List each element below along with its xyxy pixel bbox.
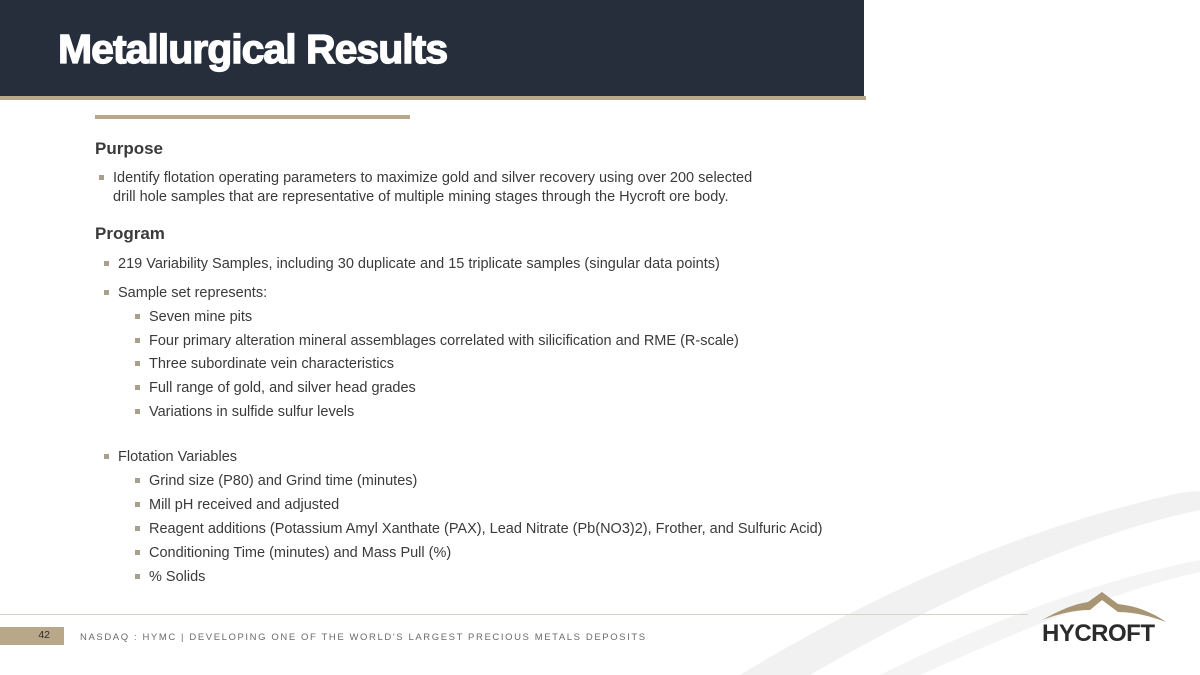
footer-tagline: NASDAQ : HYMC | DEVELOPING ONE OF THE WORLD'S LARGEST PRECIOUS METALS DEPOSITS: [80, 632, 647, 643]
sample-set-subitem: [149, 308, 252, 327]
bullet-square-icon: [135, 550, 140, 555]
program-item-sample-set: [118, 284, 267, 303]
subitem-label: Full range of gold, and silver head grades: [149, 380, 416, 396]
purpose-heading: Purpose: [95, 139, 164, 158]
purpose-line-2: drill hole samples that are representative of multiple mining stages through the Hycroft ore body.: [113, 189, 729, 205]
footer-rule: [0, 614, 1028, 615]
program-item-label: 219 Variability Samples, including 30 duplicate and 15 triplicate samples (singular data points): [118, 256, 720, 272]
bullet-square-icon: [135, 338, 140, 343]
subitem-label: Mill pH received and adjusted: [149, 497, 340, 513]
page-title: Metallurgical Results: [58, 26, 448, 72]
title-banner-rule: [0, 96, 866, 100]
bullet-square-icon: [135, 574, 140, 579]
sample-set-subitem: [149, 355, 394, 374]
bullet-square-icon: [135, 314, 140, 319]
program-item-flotation-variables: [118, 448, 237, 467]
subitem-label: Seven mine pits: [149, 309, 253, 325]
flotation-subitem: [149, 544, 451, 563]
bullet-square-icon: [99, 175, 104, 180]
flotation-subitem: [149, 568, 205, 587]
bullet-square-icon: [135, 361, 140, 366]
accent-bar: [95, 115, 410, 119]
subitem-label: % Solids: [149, 569, 206, 585]
subitem-label: Four primary alteration mineral assemblages correlated with silicification and RME (R-scale): [149, 333, 739, 349]
program-item-variability: [118, 255, 720, 274]
bullet-square-icon: [104, 290, 109, 295]
flotation-subitem: [149, 496, 339, 515]
purpose-line-1: Identify flotation operating parameters to maximize gold and silver recovery using over 200 selected: [113, 170, 753, 186]
sample-set-subitem: [149, 403, 354, 422]
bullet-square-icon: [104, 261, 109, 266]
bullet-square-icon: [135, 478, 140, 483]
bullet-square-icon: [104, 454, 109, 459]
subitem-label: Conditioning Time (minutes) and Mass Pull (%): [149, 545, 452, 561]
hycroft-logo-text: HYCROFT: [1042, 620, 1155, 647]
bullet-square-icon: [135, 526, 140, 531]
purpose-bullet: [113, 169, 752, 207]
subitem-label: Reagent additions (Potassium Amyl Xanthate (PAX), Lead Nitrate (Pb(NO3)2), Frother, and Sulfuric Acid): [149, 521, 823, 537]
page-number: 42: [38, 629, 50, 641]
subitem-label: Variations in sulfide sulfur levels: [149, 404, 355, 420]
bullet-square-icon: [135, 409, 140, 414]
bullet-square-icon: [135, 385, 140, 390]
sample-set-subitem: [149, 332, 739, 351]
program-item-label: Sample set represents:: [118, 285, 268, 301]
program-heading: Program: [95, 224, 165, 243]
subitem-label: Three subordinate vein characteristics: [149, 356, 395, 372]
bullet-square-icon: [135, 502, 140, 507]
page-number-badge: [0, 627, 64, 645]
program-item-label: Flotation Variables: [118, 449, 238, 465]
flotation-subitem: [149, 472, 417, 491]
sample-set-subitem: [149, 379, 416, 398]
subitem-label: Grind size (P80) and Grind time (minutes): [149, 473, 418, 489]
